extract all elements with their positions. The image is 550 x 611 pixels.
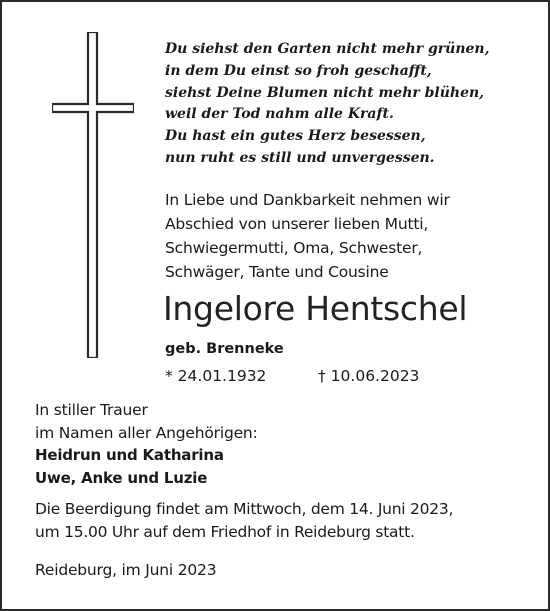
cross-icon [52,32,134,358]
death-date: † 10.06.2023 [318,367,420,385]
poem-line: in dem Du einst so froh geschafft, [165,62,432,79]
mourner-names: Uwe, Anke und Luzie [35,468,208,487]
intro-line: Schwäger, Tante und Cousine [165,263,389,281]
deceased-name: Ingelore Hentschel [163,289,468,328]
intro-line: Schwiegermutti, Oma, Schwester, [165,239,423,257]
funeral-info [35,498,525,543]
mourner-names: Heidrun und Katharina [35,446,224,464]
poem-line: nun ruht es still und unvergessen. [165,149,435,166]
funeral-line: Die Beerdigung findet am Mittwoch, dem 14. Juni 2023, [35,500,454,518]
poem-line: weil der Tod nahm alle Kraft. [165,106,394,123]
maiden-name: geb. Brenneke [165,341,284,357]
mourners-line: im Namen aller Angehörigen: [35,423,258,442]
intro-line: In Liebe und Dankbarkeit nehmen wir [165,191,450,209]
funeral-line: um 15.00 Uhr auf dem Friedhof in Reideburg statt. [35,522,415,541]
mourners-block [35,399,515,489]
poem-line: Du hast ein gutes Herz besessen, [165,128,426,145]
farewell-intro [165,188,535,284]
place-and-date: Reideburg, im Juni 2023 [35,561,217,579]
poem-line: Du siehst den Garten nicht mehr grünen, [165,41,490,57]
intro-line: Abschied von unserer lieben Mutti, [165,215,429,233]
poem-line: siehst Deine Blumen nicht mehr blühen, [165,84,485,101]
memorial-poem [165,39,535,170]
mourners-line: In stiller Trauer [35,401,148,419]
birth-date: * 24.01.1932 [165,367,267,385]
